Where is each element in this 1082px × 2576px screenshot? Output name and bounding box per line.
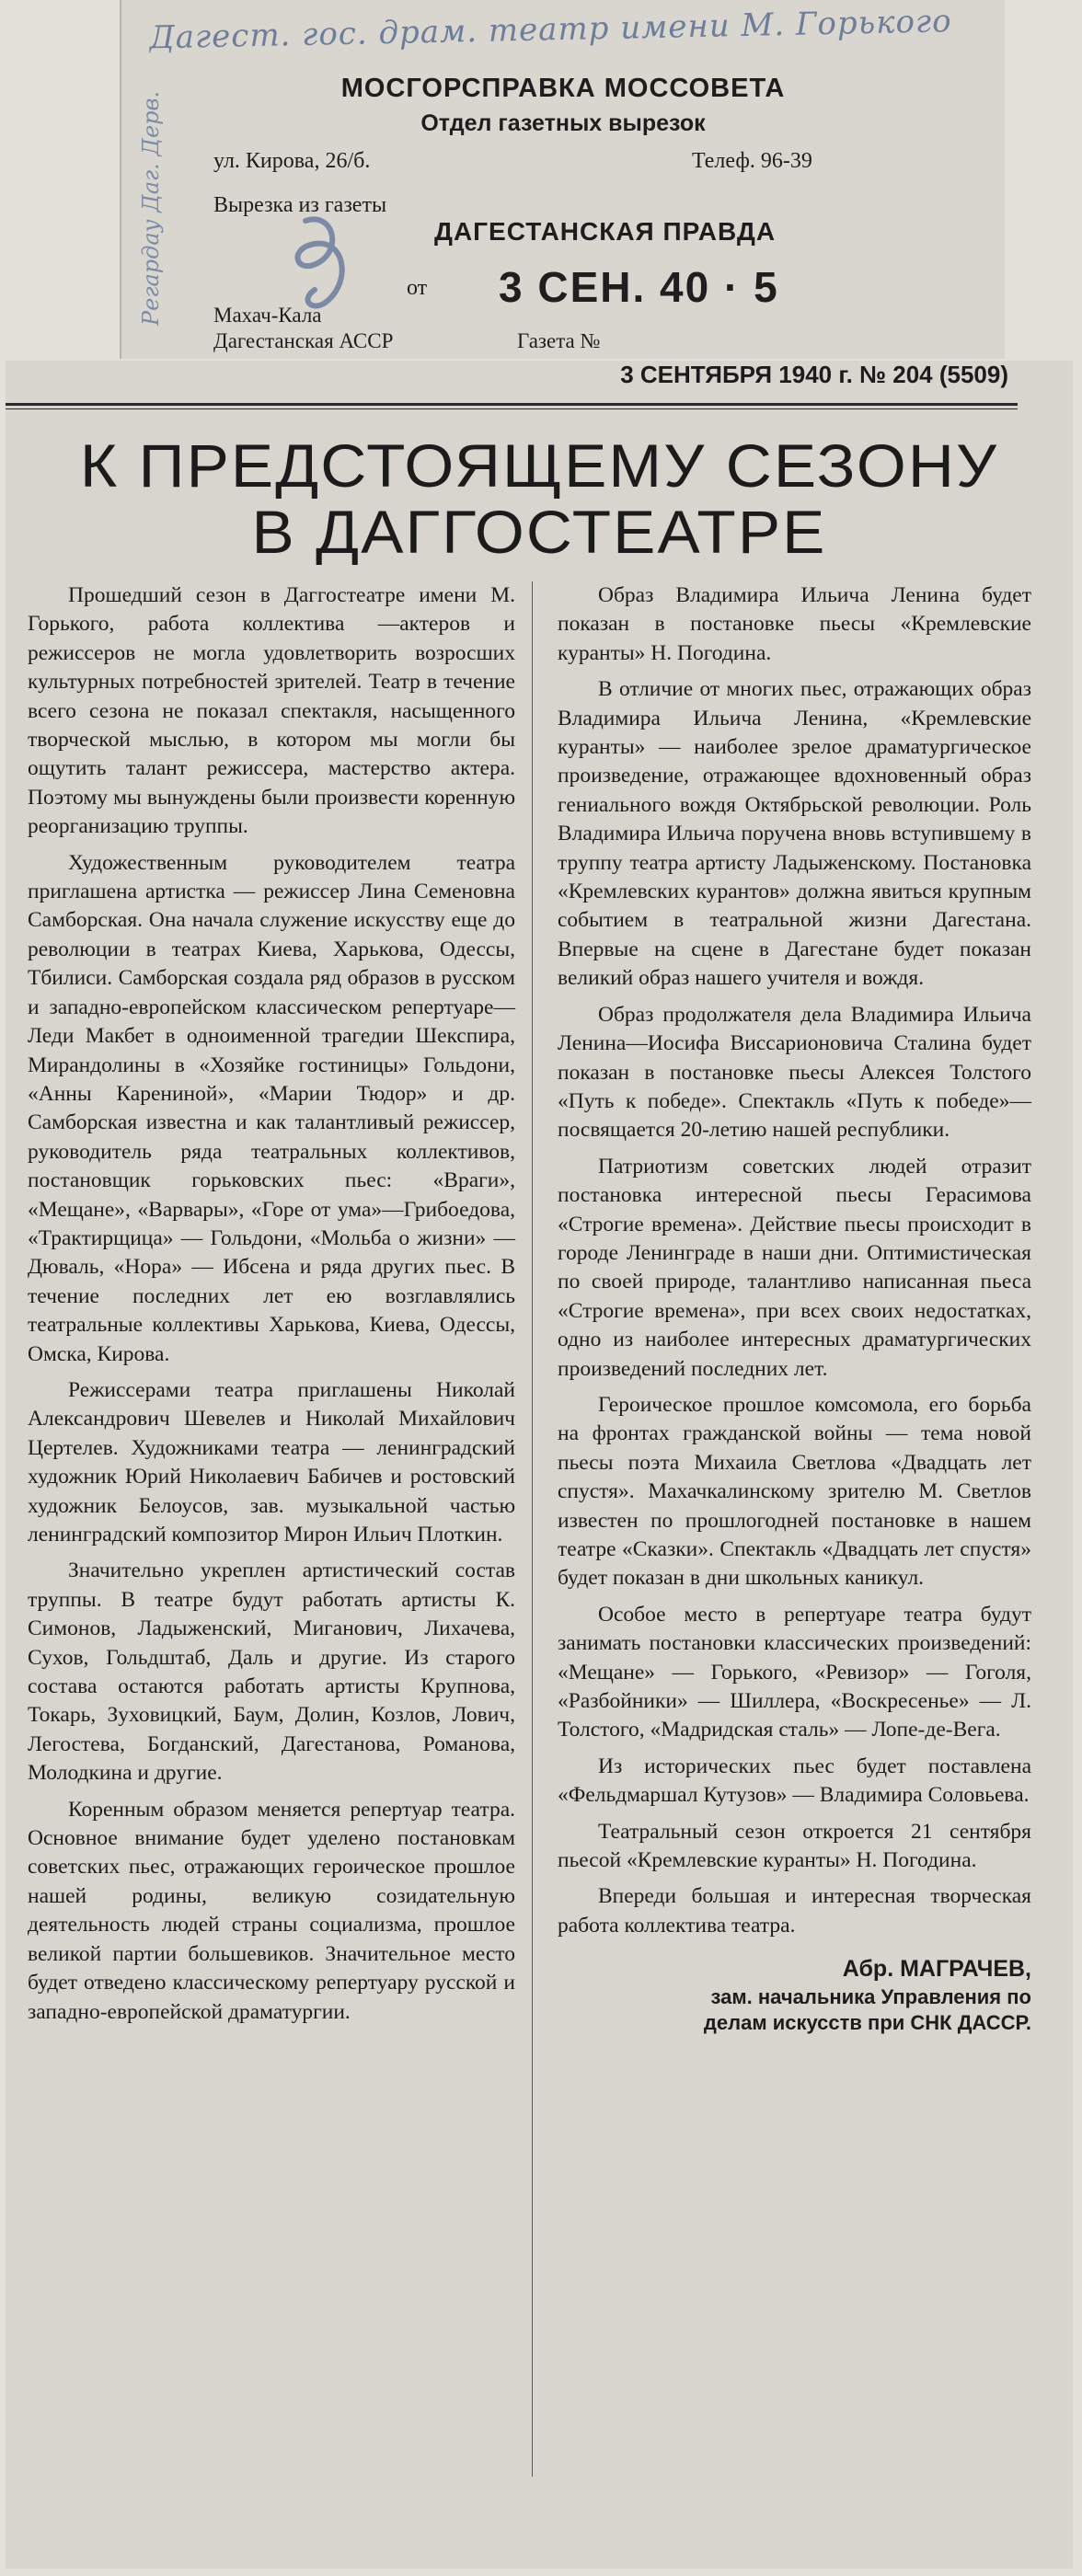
left-column <box>28 581 515 2034</box>
from-label: от <box>407 276 428 300</box>
agency-phone: Телеф. 96-39 <box>692 149 812 173</box>
newspaper-name: ДАГЕСТАНСКАЯ ПРАВДА <box>434 217 777 246</box>
paragraph: В отличие от многих пьес, отражающих образ Владимира Ильича Ленина, «Кремлевские куранты» — наиболее зрелое драматургическое произведение, отражающее вдохновенный образ гениального вождя Октябрьской революции. Роль Владимира Ильича поручена вновь вступившему в труппу театра артисту Ладыженскому. Постановка «Кремлевских курантов» должна явиться крупным событием в театральной жизни Дагестана. Впервые на сцене в Дагестане будет показан великий образ нашего учителя и вождя. <box>558 677 1031 991</box>
paragraph: Образ Владимира Ильича Ленина будет показан в постановке пьесы «Кремлевские куранты» Н. Погодина. <box>558 583 1031 665</box>
article-signature <box>558 1953 1031 2036</box>
handwritten-scribble-icon <box>269 212 379 313</box>
article-headline <box>0 432 1082 565</box>
paragraph: Художественным руководителем театра приглашена артистка — режиссер Лина Семеновна Самборская. Она начала служение искусству еще до революции в театрах Киева, Харькова, Одессы, Тбилиси. Самборская создала ряд образов в русском и западно-европейском классическом репертуаре—Леди Макбет в одноименной трагедии Шекспира, Мирандолины в «Хозяйке гостиницы» Гольдони, «Анны Карениной», «Марии Тюдор» и др. Самборская известна и как талантливый режиссер, руководитель ряда театральных коллективов, постановщик горьковских пьес: «Враги», «Мещане», «Варвары», «Горе от ума»—Грибоедова, «Трактирщица» — Гольдони, «Мольба о жизни» —Дюваль, «Нора» — Ибсена и ряда других пьес. В течение последних лет ею возглавлялись театральные коллективы Харькова, Киева, Одессы, Омска, Кирова. <box>28 850 515 1366</box>
top-rule-thin <box>6 408 1018 409</box>
paragraph: Театральный сезон откроется 21 сентября пьесой «Кремлевские куранты» Н. Погодина. <box>558 1819 1031 1873</box>
signature-title-1: зам. начальника Управления по <box>710 1985 1031 2009</box>
signature-name: Абр. МАГРАЧЕВ, <box>842 1956 1031 1983</box>
handwritten-note: Дагест. гос. драм. театр имени М. Горького <box>148 3 953 57</box>
department-name: Отдел газетных вырезок <box>420 110 706 136</box>
agency-address: ул. Кирова, 26/б. <box>213 149 371 173</box>
region-name: Дагестанская АССР <box>213 329 394 352</box>
right-column <box>558 581 1031 2036</box>
agency-name: МОСГОРСПРАВКА МОССОВЕТА <box>340 74 786 103</box>
headline-line-2: В ДАГГОСТЕАТРЕ <box>251 498 827 566</box>
paragraph: Значительно укреплен артистический состав труппы. В театре будут работать артисты К. Симонов, Ладыженский, Миганович, Лихачева, Сухов, Гольдштаб, Даль и другие. Из старого состава остаются работать артисты Крупнова, Токарь, Зуховицкий, Баум, Долин, Козлов, Лович, Легостева, Богданский, Дагестанова, Романова, Молодкина и другие. <box>28 1558 515 1786</box>
paragraph: Из исторических пьес будет поставлена «Фельдмаршал Кутузов» — Владимира Соловьева. <box>558 1754 1031 1808</box>
signature-title-2: делам искусств при СНК ДАССР. <box>703 2011 1031 2035</box>
paragraph: Особое место в репертуаре театра будут занимать постановки классических произведений: «Мещане» — Горького, «Ревизор» — Гоголя, «Разбойники» — Шиллера, «Воскресенье» — Л. Толстого, «Мадридская сталь» — Лопе-де-Вега. <box>558 1602 1031 1742</box>
headline-line-1: К ПРЕДСТОЯЩЕМУ СЕЗОНУ <box>79 431 999 500</box>
newspaper-clipping <box>6 361 1073 2569</box>
paragraph: Прошедший сезон в Даггостеатре имени М. Горького, работа коллектива —актеров и режиссеров не могла удовлетворить возросших культурных потребностей зрителей. Театр в течение всего сезона не показал спектакля, насыщенного творческой мыслью, в котором мы могли бы ощутить талант режиссера, мастерство актера. Поэтому мы вынуждены были произвести коренную реорганизацию труппы. <box>28 583 515 839</box>
issue-date-line: 3 СЕНТЯБРЯ 1940 г. № 204 (5509) <box>620 361 1008 388</box>
paragraph: Режиссерами театра приглашены Николай Александрович Шевелев и Николай Михайлович Цертелев. Художниками театра — ленинградский художник Юрий Николаевич Бабичев и ростовский художник Белоусов, зав. музыкальной частью ленинградский композитор Мирон Ильич Плоткин. <box>28 1377 515 1547</box>
paragraph: Образ продолжателя дела Владимира Ильича Ленина—Иосифа Виссарионовича Сталина будет показан в постановке пьесы Алексея Толстого «Путь к победе». Спектакль «Путь к победе»— посвящается 20-летию нашей республики. <box>558 1002 1031 1143</box>
gazeta-number-label: Газета № <box>517 329 601 352</box>
paragraph: Коренным образом меняется репертуар театра. Основное внимание будет уделено постановкам советских пьес, отражающих героическое прошлое нашей родины, великую созидательную деятельность людей страны социализма, прошлое великой партии большевиков. Значительное место будет отведено классическому репертуару русской и западно-европейской драматургии. <box>28 1797 515 2024</box>
paragraph: Впереди большая и интересная творческая работа коллектива театра. <box>558 1884 1031 1938</box>
paragraph: Героическое прошлое комсомола, его борьба на фронтах гражданской войны — тема новой пьесы поэта Михаила Светлова «Двадцать лет спустя». Махачкалинскому зрителю М. Светлов известен по прошлогодней постановке в нашем театре «Сказки». Спектакль «Двадцать лет спустя» будет показан в дни школьных каникул. <box>558 1392 1031 1591</box>
date-stamp: 3 СЕН. 40 · 5 <box>499 263 779 311</box>
paragraph: Патриотизм советских людей отразит постановка интересной пьесы Герасимова «Строгие времена». Действие пьесы происходит в городе Ленинграде в наши дни. Оптимистическая по своей природе, талантливо написанная пьеса «Строгие времена», при всех своих недостатках, одно из наиболее интересных драматургических произведений последних лет. <box>558 1154 1031 1381</box>
clipping-slip <box>120 0 1005 359</box>
clipping-label: Вырезка из газеты <box>213 193 387 217</box>
column-divider <box>532 581 533 2477</box>
city-name: Махач-Кала <box>213 304 322 327</box>
top-rule <box>6 403 1018 406</box>
handwritten-side-text: Регардау Даг. Дерв. <box>138 90 164 326</box>
